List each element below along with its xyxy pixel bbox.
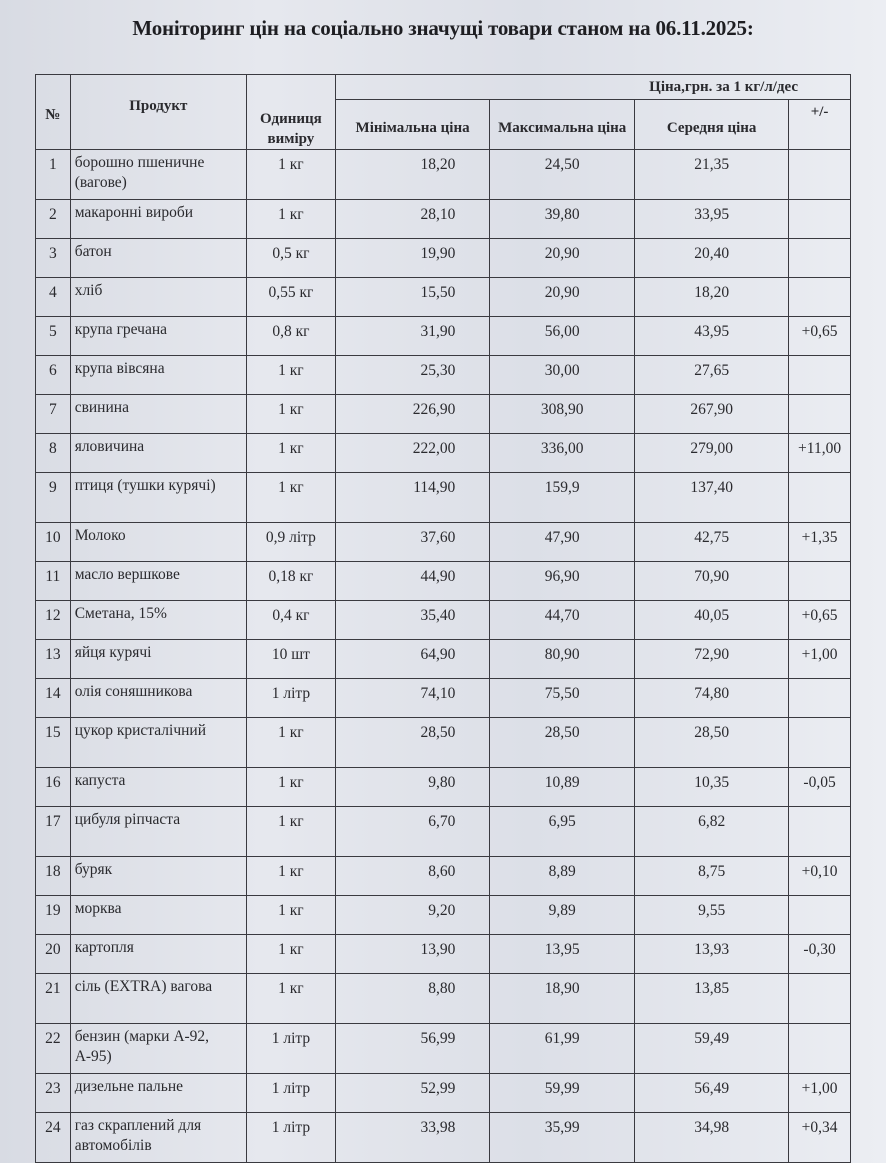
unit: 0,9 літр [246,523,335,562]
max-price: 96,90 [490,562,635,601]
avg-price: 28,50 [635,718,789,768]
row-number: 22 [36,1024,71,1074]
avg-price: 34,98 [635,1113,789,1163]
product-name: морква [70,896,246,935]
product-name: хліб [70,278,246,317]
table-row [36,896,851,935]
row-number: 24 [36,1113,71,1163]
min-price: 44,90 [335,562,489,601]
table-row [36,857,851,896]
avg-price: 33,95 [635,200,789,239]
min-price: 56,99 [335,1024,489,1074]
product-name: крупа вівсяна [70,356,246,395]
unit: 1 кг [246,974,335,1024]
unit: 1 кг [246,896,335,935]
row-number: 18 [36,857,71,896]
table-row [36,473,851,523]
unit: 0,55 кг [246,278,335,317]
max-price: 20,90 [490,239,635,278]
max-price: 10,89 [490,768,635,807]
row-number: 12 [36,601,71,640]
max-price: 56,00 [490,317,635,356]
unit: 0,18 кг [246,562,335,601]
price-change: +0,34 [789,1113,851,1163]
product-name: сіль (EXTRA) вагова [70,974,246,1024]
max-price: 39,80 [490,200,635,239]
product-name: Молоко [70,523,246,562]
avg-price: 70,90 [635,562,789,601]
product-name: картопля [70,935,246,974]
product-name: крупа гречана [70,317,246,356]
avg-price: 9,55 [635,896,789,935]
row-number: 6 [36,356,71,395]
row-number: 11 [36,562,71,601]
price-change [789,807,851,857]
product-name: масло вершкове [70,562,246,601]
price-change [789,679,851,718]
unit: 1 літр [246,679,335,718]
row-number: 1 [36,150,71,200]
table-row [36,239,851,278]
table-row [36,935,851,974]
price-change [789,718,851,768]
max-price: 13,95 [490,935,635,974]
price-change [789,473,851,523]
max-price: 6,95 [490,807,635,857]
table-row [36,200,851,239]
price-table [35,74,851,1163]
table-row [36,1074,851,1113]
min-price: 33,98 [335,1113,489,1163]
unit: 10 шт [246,640,335,679]
avg-price: 13,93 [635,935,789,974]
avg-price: 18,20 [635,278,789,317]
row-number: 19 [36,896,71,935]
price-change: +1,00 [789,1074,851,1113]
product-name: цибуля ріпчаста [70,807,246,857]
unit: 1 кг [246,395,335,434]
price-change: +11,00 [789,434,851,473]
table-row [36,679,851,718]
product-name: яловичина [70,434,246,473]
product-name: птиця (тушки курячі) [70,473,246,523]
max-price: 24,50 [490,150,635,200]
price-change [789,896,851,935]
price-change: +1,35 [789,523,851,562]
unit: 1 літр [246,1074,335,1113]
avg-price: 27,65 [635,356,789,395]
table-row [36,601,851,640]
row-number: 7 [36,395,71,434]
price-change [789,356,851,395]
row-number: 4 [36,278,71,317]
price-change [789,278,851,317]
avg-price: 137,40 [635,473,789,523]
max-price: 61,99 [490,1024,635,1074]
row-number: 14 [36,679,71,718]
header-diff: +/- [789,100,851,150]
row-number: 10 [36,523,71,562]
table-row [36,718,851,768]
price-change [789,1024,851,1074]
min-price: 37,60 [335,523,489,562]
max-price: 44,70 [490,601,635,640]
max-price: 308,90 [490,395,635,434]
avg-price: 6,82 [635,807,789,857]
min-price: 74,10 [335,679,489,718]
min-price: 8,60 [335,857,489,896]
min-price: 28,50 [335,718,489,768]
table-row [36,150,851,200]
header-num: № [36,75,71,150]
price-change: +0,10 [789,857,851,896]
price-change [789,562,851,601]
min-price: 31,90 [335,317,489,356]
product-name: бензин (марки А-92, А-95) [70,1024,246,1074]
max-price: 75,50 [490,679,635,718]
row-number: 20 [36,935,71,974]
table-row [36,523,851,562]
row-number: 9 [36,473,71,523]
min-price: 18,20 [335,150,489,200]
max-price: 9,89 [490,896,635,935]
row-number: 16 [36,768,71,807]
avg-price: 20,40 [635,239,789,278]
unit: 1 кг [246,768,335,807]
max-price: 59,99 [490,1074,635,1113]
table-row [36,356,851,395]
avg-price: 10,35 [635,768,789,807]
price-change: -0,30 [789,935,851,974]
product-name: борошно пшеничне (вагове) [70,150,246,200]
min-price: 6,70 [335,807,489,857]
price-change: -0,05 [789,768,851,807]
max-price: 8,89 [490,857,635,896]
max-price: 30,00 [490,356,635,395]
header-avg: Середня ціна [635,100,789,150]
min-price: 35,40 [335,601,489,640]
price-change: +0,65 [789,317,851,356]
price-change [789,200,851,239]
min-price: 9,20 [335,896,489,935]
unit: 0,8 кг [246,317,335,356]
min-price: 8,80 [335,974,489,1024]
max-price: 336,00 [490,434,635,473]
min-price: 52,99 [335,1074,489,1113]
row-number: 2 [36,200,71,239]
min-price: 222,00 [335,434,489,473]
unit: 1 кг [246,718,335,768]
min-price: 114,90 [335,473,489,523]
unit: 1 кг [246,473,335,523]
unit: 1 кг [246,150,335,200]
row-number: 23 [36,1074,71,1113]
unit: 1 літр [246,1113,335,1163]
avg-price: 279,00 [635,434,789,473]
product-name: Сметана, 15% [70,601,246,640]
product-name: свинина [70,395,246,434]
avg-price: 72,90 [635,640,789,679]
product-name: газ скраплений для автомобілів [70,1113,246,1163]
product-name: макаронні вироби [70,200,246,239]
table-row [36,974,851,1024]
avg-price: 8,75 [635,857,789,896]
avg-price: 21,35 [635,150,789,200]
header-max: Максимальна ціна [490,100,635,150]
row-number: 17 [36,807,71,857]
table-row [36,395,851,434]
row-number: 15 [36,718,71,768]
min-price: 9,80 [335,768,489,807]
max-price: 47,90 [490,523,635,562]
unit: 1 кг [246,434,335,473]
product-name: буряк [70,857,246,896]
header-unit: Одиниця виміру [246,75,335,150]
row-number: 5 [36,317,71,356]
price-change [789,395,851,434]
table-row [36,1113,851,1163]
price-change: +1,00 [789,640,851,679]
header-min: Мінімальна ціна [335,100,489,150]
avg-price: 43,95 [635,317,789,356]
product-name: яйця курячі [70,640,246,679]
min-price: 226,90 [335,395,489,434]
header-price-group: Ціна,грн. за 1 кг/л/дес [335,75,850,100]
avg-price: 59,49 [635,1024,789,1074]
table-row [36,1024,851,1074]
table-row [36,434,851,473]
max-price: 159,9 [490,473,635,523]
table-row [36,768,851,807]
unit: 1 літр [246,1024,335,1074]
header-product: Продукт [70,75,246,150]
row-number: 13 [36,640,71,679]
min-price: 13,90 [335,935,489,974]
unit: 1 кг [246,935,335,974]
min-price: 64,90 [335,640,489,679]
avg-price: 56,49 [635,1074,789,1113]
table-row [36,562,851,601]
unit: 0,5 кг [246,239,335,278]
table-row [36,640,851,679]
price-change: +0,65 [789,601,851,640]
max-price: 35,99 [490,1113,635,1163]
avg-price: 74,80 [635,679,789,718]
avg-price: 42,75 [635,523,789,562]
price-change [789,239,851,278]
unit: 1 кг [246,857,335,896]
unit: 1 кг [246,807,335,857]
avg-price: 267,90 [635,395,789,434]
max-price: 18,90 [490,974,635,1024]
table-row [36,317,851,356]
table-row [36,278,851,317]
product-name: цукор кристалічний [70,718,246,768]
min-price: 15,50 [335,278,489,317]
table-row [36,807,851,857]
product-name: батон [70,239,246,278]
product-name: дизельне пальне [70,1074,246,1113]
document-title: Моніторинг цін на соціально значущі товари станом на 06.11.2025: [132,16,754,40]
row-number: 8 [36,434,71,473]
price-change [789,974,851,1024]
product-name: капуста [70,768,246,807]
unit: 0,4 кг [246,601,335,640]
price-change [789,150,851,200]
row-number: 21 [36,974,71,1024]
row-number: 3 [36,239,71,278]
avg-price: 40,05 [635,601,789,640]
max-price: 28,50 [490,718,635,768]
product-name: олія соняшникова [70,679,246,718]
max-price: 80,90 [490,640,635,679]
min-price: 28,10 [335,200,489,239]
min-price: 25,30 [335,356,489,395]
max-price: 20,90 [490,278,635,317]
unit: 1 кг [246,200,335,239]
avg-price: 13,85 [635,974,789,1024]
unit: 1 кг [246,356,335,395]
min-price: 19,90 [335,239,489,278]
